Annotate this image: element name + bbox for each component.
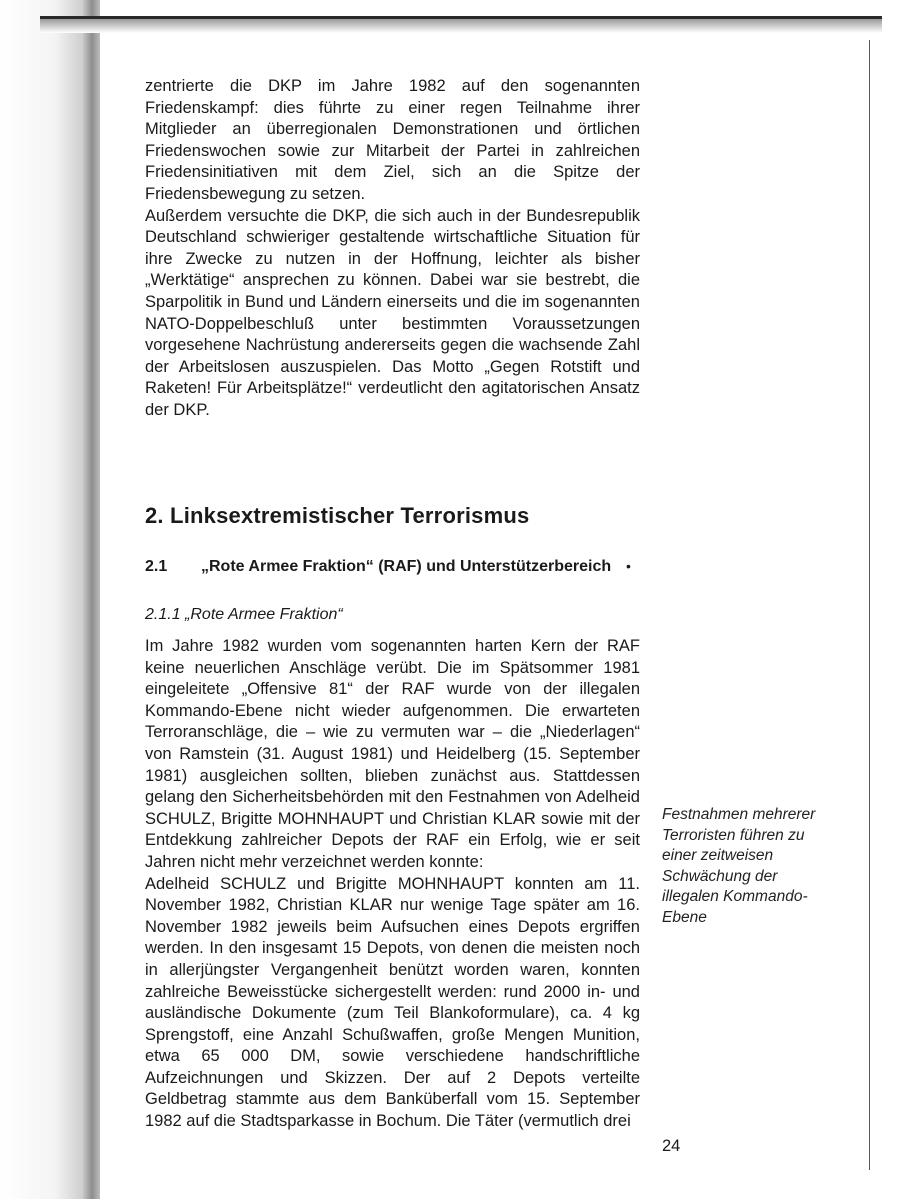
main-text-block — [145, 636, 640, 1133]
paragraph-raf-1982: Im Jahre 1982 wurden vom sogenannten harten Kern der RAF keine neuerlichen Anschläge verübt. Die im Spätsommer 1981 eingeleitete „Offensive 81“ der RAF wurde von der illegalen Kommando-Ebene nicht wieder aufgenommen. Die erwarteten Terroranschläge, die – wie zu vermuten war – die „Niederlagen“ von Ramstein (31. August 1981) und Heidelberg (15. September 1981) ausgleichen sollten, blieben zunächst aus. Stattdessen gelang den Sicherheitsbehörden mit den Festnahmen von Adelheid SCHULZ, Brigitte MOHNHAUPT und Christian KLAR sowie mit der Entdekkung zahlreicher Depots der RAF ein Erfolg, wie er seit Jahren nicht mehr verzeichnet werden konnte: — [145, 637, 640, 871]
section-heading — [145, 556, 615, 577]
paragraph-dkp-strategy: Außerdem versuchte die DKP, die sich auch in der Bundesrepublik Deutschland schwieriger gestaltende wirtschaftliche Situation für ihre Zwecke zu nutzen in der Hoffnung, leichter als bisher „Werktätige“ ansprechen zu können. Dabei war sie bestrebt, die Sparpolitik in Bund und Ländern einerseits und die im sogenannten NATO-Doppelbeschluß unter bestimmten Voraussetzungen vorgesehene Nachrüstung andererseits gegen die wachsende Zahl der Arbeitslosen auszuspielen. Das Motto „Gegen Rotstift und Raketen! Für Arbeitsplätze!“ verdeutlicht den agitatorischen Ansatz der DKP. — [145, 206, 640, 419]
margin-dot-icon: • — [626, 558, 631, 574]
page-top-shadow — [40, 19, 882, 33]
section-title: „Rote Armee Fraktion“ (RAF) und Unterstützerbereich — [201, 558, 612, 575]
top-text-block — [145, 76, 640, 422]
page-right-edge — [869, 40, 870, 1170]
paragraph-friedenskampf: zentrierte die DKP im Jahre 1982 auf den sogenannten Friedenskampf: dies führte zu einer regen Teilnahme ihrer Mitglieder an überregionalen Demonstrationen und örtlichen Friedenswochen sowie zur Mitarbeit der Partei in zahlreichen Friedensinitiativen mit dem Ziel, sich an die Spitze der Friedensbewegung zu setzen. — [145, 77, 640, 203]
section-number: 2.1 — [145, 558, 168, 575]
page-gutter-shadow — [0, 0, 100, 1199]
chapter-heading: 2. Linksextremistischer Terrorismus — [145, 503, 530, 528]
page-number: 24 — [662, 1137, 681, 1155]
margin-note: Festnahmen mehrerer Terroristen führen zu einer zeitweisen Schwächung der illegalen Kommando-Ebene — [662, 806, 816, 926]
paragraph-arrests: Adelheid SCHULZ und Brigitte MOHNHAUPT konnten am 11. November 1982, Christian KLAR nur wenige Tage später am 16. November 1982 jeweils beim Aufsuchen eines Depots ergriffen werden. In den insgesamt 15 Depots, von denen die meisten noch in allerjüngster Vergangenheit benützt worden waren, konnten zahlreiche Beweisstücke sichergestellt werden: rund 2000 in- und ausländische Dokumente (zum Teil Blankoformulare), ca. 4 kg Sprengstoff, eine Anzahl Schußwaffen, große Mengen Munition, etwa 65 000 DM, sowie verschiedene handschriftliche Aufzeichnungen und Skizzen. Der auf 2 Depots verteilte Geldbetrag stammte aus dem Banküberfall vom 15. September 1982 auf die Stadtsparkasse in Bochum. Die Täter (vermutlich drei — [145, 874, 640, 1131]
subsection-heading: 2.1.1 „Rote Armee Fraktion“ — [145, 606, 343, 623]
